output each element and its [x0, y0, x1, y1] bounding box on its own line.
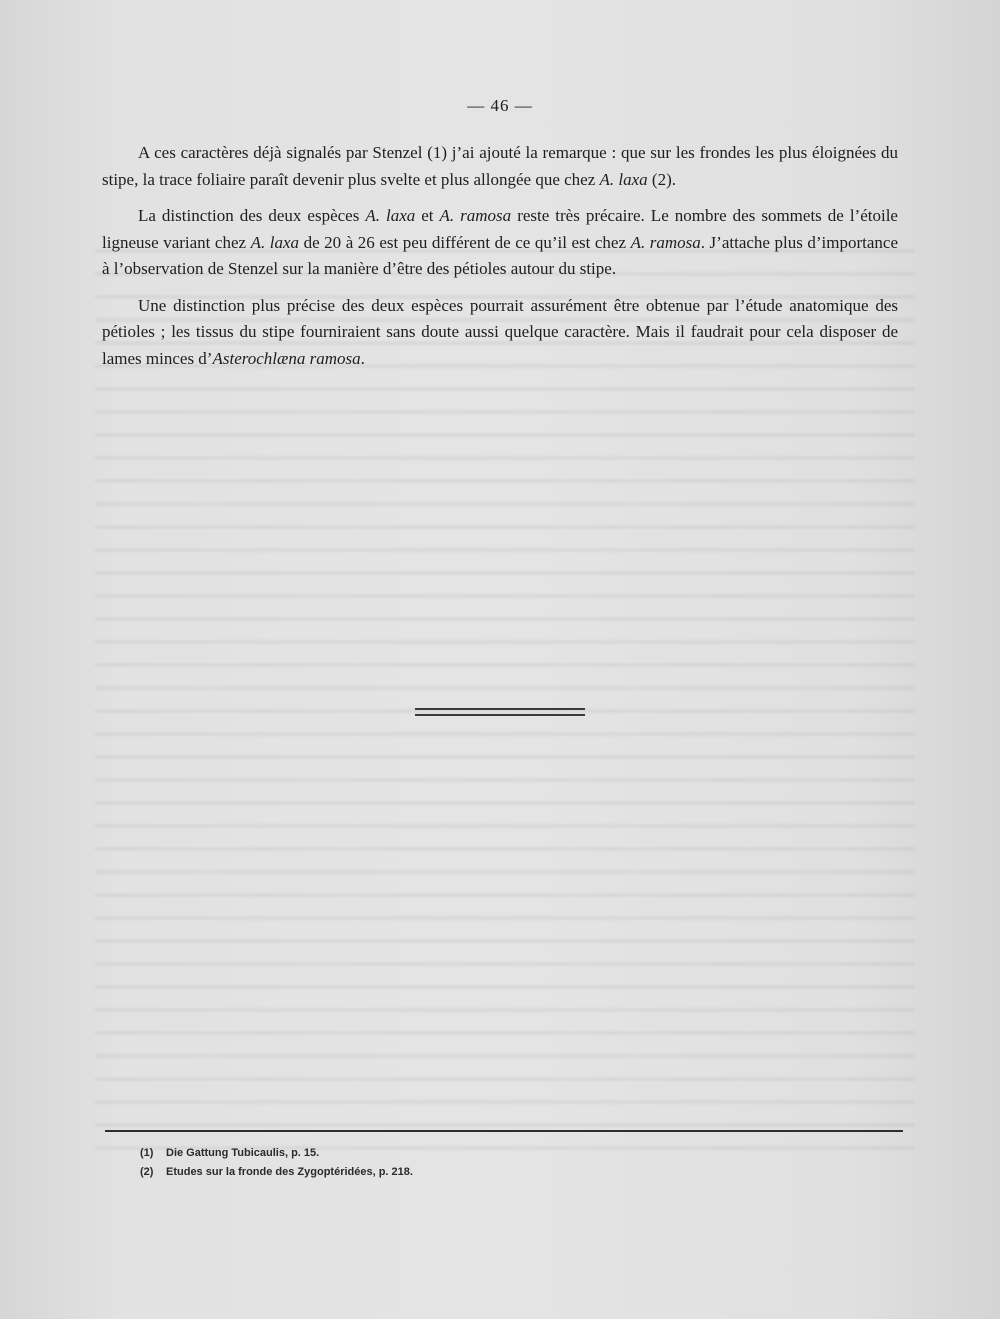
paragraph	[102, 203, 898, 283]
text-run: . J’attache plus d’importance à l’observation de Stenzel sur la manière d’être des pétioles autour du stipe.	[102, 232, 899, 278]
footnote-text: Die Gattung Tubicaulis, p. 15.	[166, 1147, 320, 1159]
footnote-text: Etudes sur la fronde des Zygoptéridées, p. 218.	[166, 1166, 413, 1178]
italic-text: A. laxa	[365, 206, 416, 225]
footnote-number: (2)	[140, 1166, 154, 1178]
footnote-divider	[105, 1130, 903, 1132]
body-text	[102, 140, 898, 382]
italic-text: A. ramosa	[630, 232, 701, 252]
footnotes	[140, 1144, 840, 1182]
separator-rule	[415, 714, 585, 716]
text-run: reste très précaire. Le nombre des sommets de l’étoile ligneuse variant chez	[102, 206, 898, 252]
italic-text: A. ramosa	[439, 206, 512, 225]
separator-rule	[415, 708, 585, 710]
text-run: La distinction des deux espèces	[138, 206, 366, 225]
text-run: .	[360, 348, 365, 368]
italic-text: A. laxa	[599, 169, 648, 189]
text-run: Une distinction plus précise des deux espèces pourrait assurément être obtenue par l’étude anatomique des pétioles ; les tissus du stipe fourniraient sans doute aussi quelque caractère. Mais il faudrait pour cela disposer de lames minces d’	[102, 295, 898, 368]
italic-text: A. laxa	[250, 232, 300, 252]
section-separator	[415, 708, 585, 720]
text-run: de 20 à 26 est peu différent de ce qu’il est chez	[299, 232, 631, 252]
text-run: (2).	[647, 169, 676, 189]
text-run: A ces caractères déjà signalés par Stenzel (1) j’ai ajouté la remarque : que sur les frondes les plus éloignées du stipe, la trace foliaire paraît devenir plus svelte et plus allongée que chez	[102, 143, 898, 189]
footnote	[140, 1163, 840, 1182]
paragraph	[102, 140, 898, 193]
footnote-number: (1)	[140, 1147, 154, 1159]
footnote	[140, 1144, 840, 1163]
page-number: — 46 —	[467, 96, 533, 115]
paragraph	[102, 293, 898, 373]
text-run: et	[415, 206, 440, 225]
italic-text: Asterochlæna ramosa	[212, 348, 361, 368]
